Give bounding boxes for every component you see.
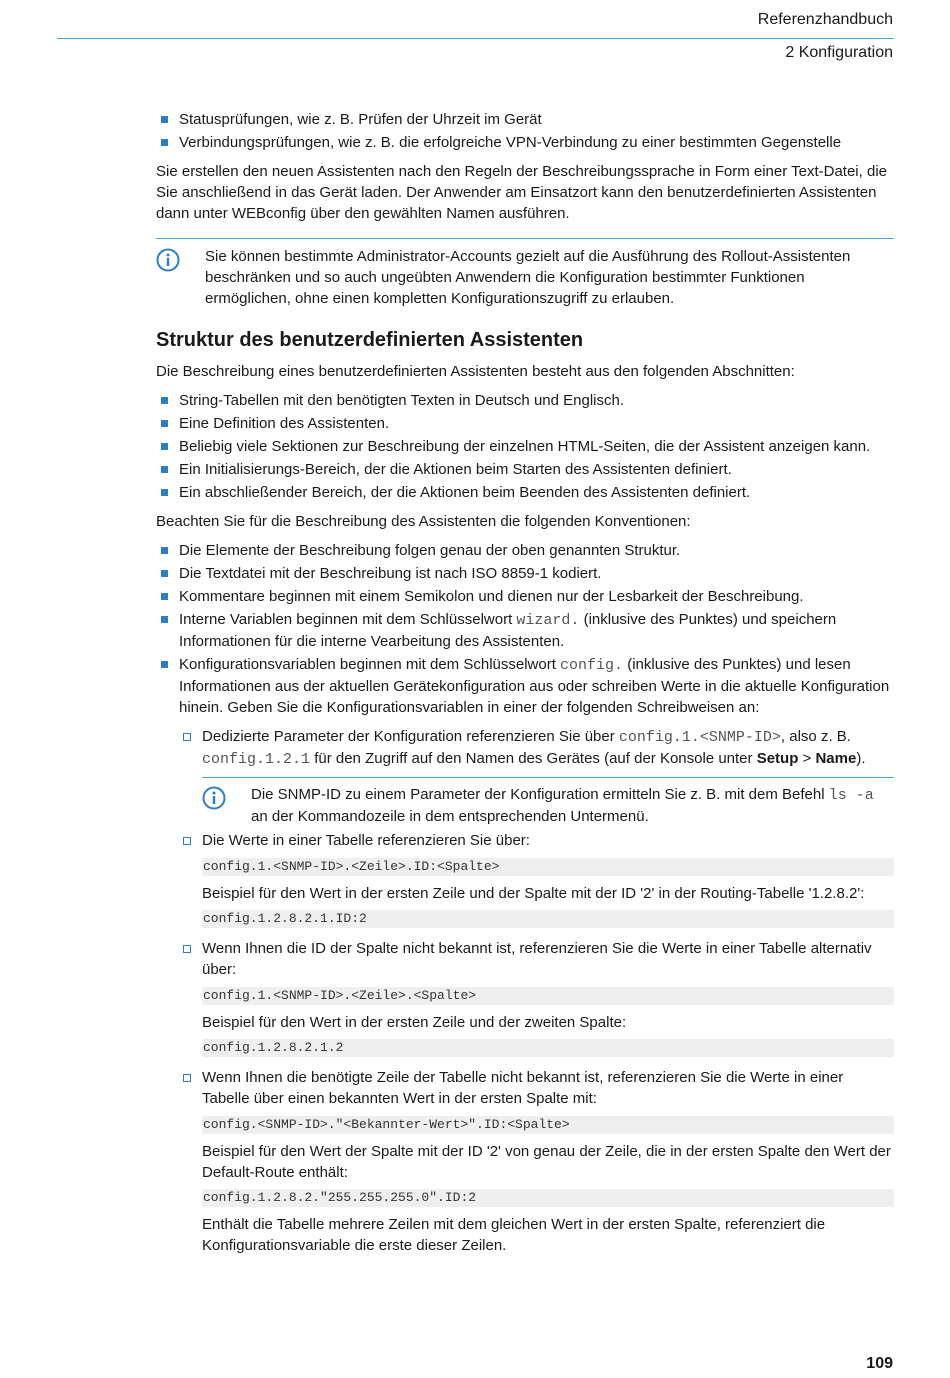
info-icon	[202, 786, 226, 810]
list-item: Kommentare beginnen mit einem Semikolon und dienen nur der Lesbarkeit der Beschreibung.	[156, 586, 894, 607]
square-bullet-icon	[161, 443, 168, 450]
example-text: Beispiel für den Wert der Spalte mit der ID '2' von genau der Zeile, die in der ersten Spalte den Wert der Default-Route enthält:	[202, 1143, 891, 1181]
square-bullet-icon	[161, 489, 168, 496]
square-bullet-icon	[161, 420, 168, 427]
info-note: Die SNMP-ID zu einem Parameter der Konfiguration ermitteln Sie z. B. mit dem Befehl ls -a an der Kommandozeile in dem entsprechenden Untermenü.	[202, 777, 894, 827]
code-block: config.<SNMP-ID>."<Bekannter-Wert>".ID:<Spalte>	[202, 1116, 894, 1134]
list-item: Ein Initialisierungs-Bereich, der die Aktionen beim Starten des Assistenten definiert.	[156, 459, 894, 480]
hollow-square-bullet-icon	[183, 1074, 191, 1082]
list-item: String-Tabellen mit den benötigten Texten in Deutsch und Englisch.	[156, 390, 894, 411]
sub-list-item: Wenn Ihnen die ID der Spalte nicht bekannt ist, referenzieren Sie die Werte in einer Tabelle alternativ über:	[156, 938, 894, 980]
sections-intro: Die Beschreibung eines benutzerdefinierten Assistenten besteht aus den folgenden Abschnitten:	[156, 363, 795, 380]
header-chapter: 2 Konfiguration	[785, 44, 893, 61]
info-icon	[156, 248, 180, 272]
code-block: config.1.2.8.2."255.255.255.0".ID:2	[202, 1189, 894, 1207]
code-block: config.1.<SNMP-ID>.<Zeile>.ID:<Spalte>	[202, 858, 894, 876]
sub-list-item: Dedizierte Parameter der Konfiguration referenzieren Sie über config.1.<SNMP-ID>, also z. B. config.1.2.1 für den Zugriff auf den Namen des Gerätes (auf der Konsole unter Setup > Name).	[156, 726, 894, 770]
list-item: Ein abschließender Bereich, der die Aktionen beim Beenden des Assistenten definiert.	[156, 482, 894, 503]
hollow-square-bullet-icon	[183, 837, 191, 845]
list-item: Die Elemente der Beschreibung folgen genau der oben genannten Struktur.	[156, 540, 894, 561]
list-item: Statusprüfungen, wie z. B. Prüfen der Uhrzeit im Gerät	[156, 109, 894, 130]
square-bullet-icon	[161, 661, 168, 668]
square-bullet-icon	[161, 570, 168, 577]
square-bullet-icon	[161, 466, 168, 473]
list-item: Verbindungsprüfungen, wie z. B. die erfolgreiche VPN-Verbindung zu einer bestimmten Gegenstelle	[156, 132, 894, 153]
square-bullet-icon	[161, 616, 168, 623]
code-block: config.1.<SNMP-ID>.<Zeile>.<Spalte>	[202, 987, 894, 1005]
section-heading: Struktur des benutzerdefinierten Assistenten	[156, 329, 584, 351]
list-item: Die Textdatei mit der Beschreibung ist nach ISO 8859-1 kodiert.	[156, 563, 894, 584]
square-bullet-icon	[161, 139, 168, 146]
square-bullet-icon	[161, 397, 168, 404]
final-text: Enthält die Tabelle mehrere Zeilen mit dem gleichen Wert in der ersten Spalte, referenziert die Konfigurationsvariable die erste dieser Zeilen.	[202, 1216, 826, 1254]
list-item: Konfigurationsvariablen beginnen mit dem Schlüsselwort config. (inklusive des Punktes) und lesen Informationen aus der aktuellen Gerätekonfiguration aus oder schreiben Werte in die aktuelle Konfiguration hinein. Geben Sie die Konfigurationsvariablen in einer der folgenden Schreibweisen an:	[156, 654, 894, 718]
hollow-square-bullet-icon	[183, 945, 191, 953]
page-number: 109	[866, 1355, 893, 1372]
example-text: Beispiel für den Wert in der ersten Zeile und der Spalte mit der ID '2' in der Routing-Tabelle '1.2.8.2':	[202, 885, 865, 902]
square-bullet-icon	[161, 116, 168, 123]
page-content	[156, 109, 894, 1256]
square-bullet-icon	[161, 593, 168, 600]
hollow-square-bullet-icon	[183, 733, 191, 741]
note-text: Sie können bestimmte Administrator-Accounts gezielt auf die Ausführung des Rollout-Assistenten beschränken und so auch ungeübten Anwendern die Konfiguration bestimmter Funktionen ermöglichen, ohne einen kompletten Konfigurationszugriff zu erlauben.	[205, 248, 851, 307]
info-note	[156, 238, 894, 309]
list-item: Beliebig viele Sektionen zur Beschreibung der einzelnen HTML-Seiten, die der Assistent anzeigen kann.	[156, 436, 894, 457]
example-text: Beispiel für den Wert in der ersten Zeile und der zweiten Spalte:	[202, 1014, 627, 1031]
code-block: config.1.2.8.2.1.2	[202, 1039, 894, 1057]
code-block: config.1.2.8.2.1.ID:2	[202, 910, 894, 928]
list-item: Eine Definition des Assistenten.	[156, 413, 894, 434]
list-item: Interne Variablen beginnen mit dem Schlüsselwort wizard. (inklusive des Punktes) und speichern Informationen für die interne Vearbeitung des Assistenten.	[156, 609, 894, 652]
square-bullet-icon	[161, 547, 168, 554]
sub-list-item: Die Werte in einer Tabelle referenzieren Sie über:	[156, 830, 894, 851]
sub-list-item: Wenn Ihnen die benötigte Zeile der Tabelle nicht bekannt ist, referenzieren Sie die Werte in einer Tabelle über einen bekannten Wert in der ersten Spalte mit:	[156, 1067, 894, 1109]
intro-paragraph: Sie erstellen den neuen Assistenten nach den Regeln der Beschreibungssprache in Form einer Text-Datei, die Sie anschließend in das Gerät laden. Der Anwender am Einsatzort kann den benutzerdefinierten Assistenten dann unter WEBconfig über den gewählten Namen ausführen.	[156, 163, 887, 222]
keyword-code: wizard.	[516, 612, 580, 629]
header-title: Referenzhandbuch	[757, 11, 893, 28]
keyword-code: config.	[560, 657, 624, 674]
header-rule	[57, 38, 894, 39]
conventions-intro: Beachten Sie für die Beschreibung des Assistenten die folgenden Konventionen:	[156, 513, 691, 530]
